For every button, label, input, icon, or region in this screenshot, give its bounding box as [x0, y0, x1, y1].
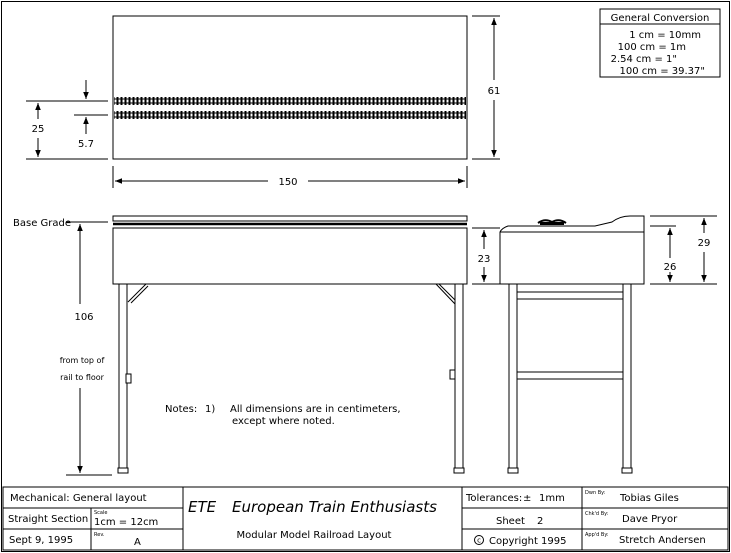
tb-drawn-by: Tobias Giles	[620, 493, 679, 504]
tb-subtitle: Modular Model Railroad Layout	[236, 530, 392, 541]
tb-rev: A	[134, 537, 141, 548]
tb-tolerances-label: Tolerances:	[466, 493, 523, 504]
conversion-line: 100 cm = 39.37"	[619, 66, 705, 77]
tb-org-name: European Train Enthusiasts	[232, 498, 437, 516]
tb-sheet-label: Sheet	[496, 516, 525, 527]
dim-side-outer-label: 29	[697, 238, 711, 249]
conversion-line: 2.54 cm = 1"	[610, 54, 677, 65]
tb-checked-by: Dave Pryor	[622, 514, 678, 525]
conversion-line: 100 cm = 1m	[617, 42, 686, 53]
top-view	[26, 16, 500, 188]
notes-line: All dimensions are in centimeters,	[230, 404, 401, 415]
tb-tolerances-value: 1mm	[539, 493, 565, 504]
dim-floor-note: rail to floor	[60, 373, 104, 382]
tb-org-abbr: ETE	[188, 498, 217, 516]
notes-label: Notes:	[165, 404, 198, 415]
side-leg-right	[623, 284, 631, 470]
dim-floor-height-label: 106	[74, 312, 94, 323]
dim-depth-label: 61	[487, 86, 501, 97]
dim-frame-height-label: 23	[477, 254, 491, 265]
module-rail	[113, 216, 467, 221]
tb-approved-by: Stretch Andersen	[619, 535, 706, 546]
tb-section: Straight Section	[8, 514, 89, 525]
tb-scale: 1cm = 12cm	[94, 517, 159, 528]
notes-line: except where noted.	[232, 416, 335, 427]
tb-copyright: Copyright 1995	[489, 536, 567, 547]
tb-approved-label: App'd By:	[585, 532, 609, 538]
leg-right	[455, 284, 463, 470]
side-leg-left	[509, 284, 517, 470]
dim-width-label: 150	[278, 177, 298, 188]
top-view-outline	[113, 16, 467, 159]
tb-scale-label: Scale	[94, 510, 108, 516]
tb-sheet: 2	[537, 516, 544, 527]
notes-number: 1)	[205, 404, 216, 415]
side-view	[500, 216, 717, 473]
conversion-title: General Conversion	[610, 13, 710, 24]
tb-rev-label: Rev.	[94, 532, 105, 538]
dim-track-spacing-label: 5.7	[78, 139, 94, 150]
module-frame	[113, 228, 467, 284]
notes	[165, 404, 401, 427]
dim-floor-note: from top of	[59, 356, 105, 365]
track-lower	[114, 111, 466, 119]
tb-tolerances-symbol: ±	[523, 493, 532, 504]
tb-checked-label: Chk'd By:	[585, 511, 609, 517]
conversion-line: 1 cm = 10mm	[629, 30, 701, 41]
title-block	[3, 487, 728, 550]
tb-copyright-symbol: c	[477, 536, 481, 545]
general-conversion-box	[600, 9, 720, 77]
front-view	[13, 216, 500, 475]
base-grade-label: Base Grade	[13, 218, 72, 229]
tb-mechanical: Mechanical: General layout	[10, 493, 147, 504]
dim-side-inner-label: 26	[663, 262, 677, 273]
tb-drawn-label: Dwn By:	[585, 490, 606, 496]
track-upper	[114, 97, 466, 105]
dim-track-offset-label: 25	[31, 124, 45, 135]
tb-date: Sept 9, 1995	[9, 535, 74, 546]
